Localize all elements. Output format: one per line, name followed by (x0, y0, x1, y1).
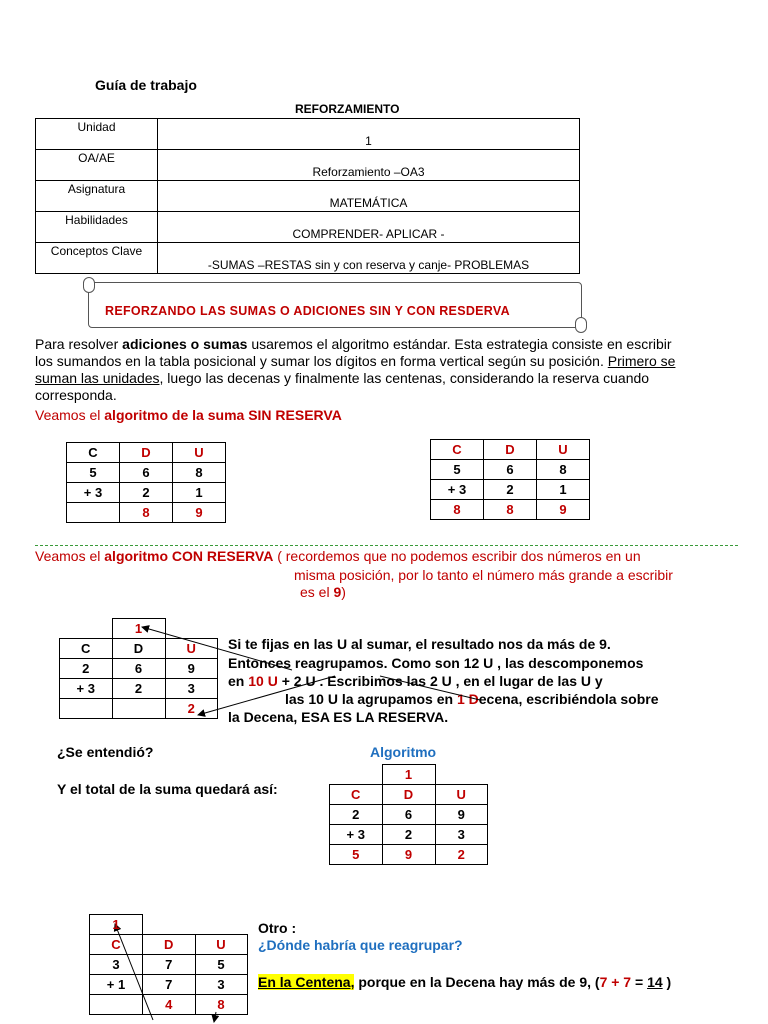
cell: 5 (195, 955, 247, 975)
header-c: C (67, 443, 120, 463)
cell: 5 (431, 460, 484, 480)
page-subtitle: REFORZAMIENTO (295, 102, 400, 116)
cell: 6 (120, 463, 173, 483)
cell: 6 (382, 805, 435, 825)
answer-text: ) (662, 974, 672, 990)
info-value: MATEMÁTICA (158, 181, 580, 212)
intro-underlined: suman las unidades (35, 370, 160, 386)
explanation-text: las 10 U la agrupamos en (285, 691, 457, 707)
info-key: OA/AE (36, 150, 158, 181)
heading-bold: 9 (333, 584, 342, 600)
header-u: U (173, 443, 226, 463)
cell: 6 (112, 659, 165, 679)
header-d: D (120, 443, 173, 463)
cell: + 3 (67, 483, 120, 503)
header-u: U (165, 639, 218, 659)
info-key: Habilidades (36, 212, 158, 243)
answer-expression: 7 + 7 (599, 974, 632, 990)
cell: 1 (173, 483, 226, 503)
carry-cell: 1 (112, 619, 165, 639)
info-key: Unidad (36, 119, 158, 150)
result-cell: 8 (484, 500, 537, 520)
cell: 7 (143, 975, 196, 995)
result-cell: 8 (431, 500, 484, 520)
cell: 2 (112, 679, 165, 699)
info-key: Conceptos Clave (36, 243, 158, 274)
heading-bold: algoritmo de la suma SIN RESERVA (104, 407, 342, 423)
cell: + 1 (90, 975, 143, 995)
explanation-highlight: 1 D (456, 691, 479, 707)
explanation-text: ecena, escribiéndola sobre (478, 691, 659, 707)
explanation-line-1: Si te fijas en las U al sumar, el resultado nos da más de 9. (228, 636, 611, 652)
header-d: D (143, 935, 196, 955)
cell: 2 (120, 483, 173, 503)
result-cell: 8 (195, 995, 247, 1015)
addition-table-otro (89, 914, 248, 1015)
banner-text: REFORZANDO LAS SUMAS O ADICIONES SIN Y CON RESDERVA (105, 304, 510, 318)
cell: 2 (484, 480, 537, 500)
result-cell: 8 (120, 503, 173, 523)
cell: 5 (67, 463, 120, 483)
arrow-to-units (198, 676, 335, 715)
header-d: D (112, 639, 165, 659)
algoritmo-label: Algoritmo (370, 744, 437, 760)
cell: 3 (165, 679, 218, 699)
cell: 7 (143, 955, 196, 975)
header-c: C (431, 440, 484, 460)
cell: 2 (330, 805, 383, 825)
addition-table-algoritmo (329, 764, 488, 865)
cell: 3 (90, 955, 143, 975)
explanation-text: + 2 U . Escribimos las 2 U , en el lugar de las U y (277, 673, 603, 689)
page-title: Guía de trabajo (95, 77, 197, 93)
cell: 8 (173, 463, 226, 483)
info-key: Asignatura (36, 181, 158, 212)
header-c: C (90, 935, 143, 955)
result-cell: 9 (537, 500, 590, 520)
cell: 9 (165, 659, 218, 679)
intro-underlined: Primero se (607, 353, 676, 369)
result-cell: 5 (330, 845, 383, 865)
arrow-connector (380, 676, 480, 700)
explanation-text: en (228, 673, 249, 689)
con-reserva-line-2: misma posición, por lo tanto el número más grande a escribir (294, 567, 673, 583)
heading-text: ) (341, 584, 346, 600)
cell (90, 995, 143, 1015)
answer-highlight: En la Centena, (258, 974, 355, 990)
heading-bold: algoritmo CON RESERVA (104, 548, 274, 564)
heading-text: ( recordemos que no podemos escribir dos números en un (273, 548, 641, 564)
info-value: -SUMAS –RESTAS sin y con reserva y canje- PROBLEMAS (158, 243, 580, 274)
header-d: D (484, 440, 537, 460)
answer-result: 14 (647, 974, 663, 990)
intro-text: , luego las decenas y finalmente las centenas, considerando la reserva cuando (159, 370, 650, 386)
intro-bold: adiciones o sumas (122, 336, 248, 352)
cell: 8 (537, 460, 590, 480)
explanation-highlight: 10 U (248, 673, 278, 689)
otro-label: Otro : (258, 920, 297, 936)
header-d: D (382, 785, 435, 805)
carry-cell: 1 (90, 915, 143, 935)
info-value: Reforzamiento –OA3 (158, 150, 580, 181)
result-cell: 4 (143, 995, 196, 1015)
header-u: U (195, 935, 247, 955)
intro-text: usaremos el algoritmo estándar. Esta estrategia consiste en escribir (247, 336, 672, 352)
cell: 3 (435, 825, 488, 845)
header-u: U (537, 440, 590, 460)
cell: 3 (195, 975, 247, 995)
otro-question: ¿Dónde habría que reagrupar? (258, 937, 463, 953)
otro-answer (258, 974, 671, 991)
cell: 6 (484, 460, 537, 480)
explanation-line-2: Entonces reagrupamos. Como son 12 U , las descomponemos (228, 655, 644, 671)
info-value: COMPRENDER- APLICAR - (158, 212, 580, 243)
intro-text: los sumandos en la tabla posicional y sumar los dígitos en forma vertical según su posición. (35, 353, 608, 369)
result-cell: 2 (165, 699, 218, 719)
intro-line-4: corresponda. (35, 387, 117, 403)
answer-text: porque en la Decena hay más de 9, ( (354, 974, 600, 990)
result-cell: 9 (382, 845, 435, 865)
cell: + 3 (60, 679, 113, 699)
heading-text: es el (300, 584, 334, 600)
result-cell: 9 (173, 503, 226, 523)
total-label: Y el total de la suma quedará así: (57, 781, 278, 797)
question-understood: ¿Se entendió? (57, 744, 154, 760)
cell: 2 (60, 659, 113, 679)
explanation-line-5: la Decena, ESA ES LA RESERVA. (228, 709, 449, 725)
cell: + 3 (330, 825, 383, 845)
header-c: C (60, 639, 113, 659)
heading-text: Veamos el (35, 407, 105, 423)
header-c: C (330, 785, 383, 805)
cell: 1 (537, 480, 590, 500)
carry-cell: 1 (382, 765, 435, 785)
result-cell: 2 (435, 845, 488, 865)
answer-text: = (631, 974, 648, 990)
heading-text: Veamos el (35, 548, 105, 564)
cell: 9 (435, 805, 488, 825)
cell: + 3 (431, 480, 484, 500)
info-value: 1 (158, 119, 580, 150)
header-u: U (435, 785, 488, 805)
intro-text: Para resolver (35, 336, 123, 352)
cell: 2 (382, 825, 435, 845)
arrow-to-carry (142, 627, 292, 670)
